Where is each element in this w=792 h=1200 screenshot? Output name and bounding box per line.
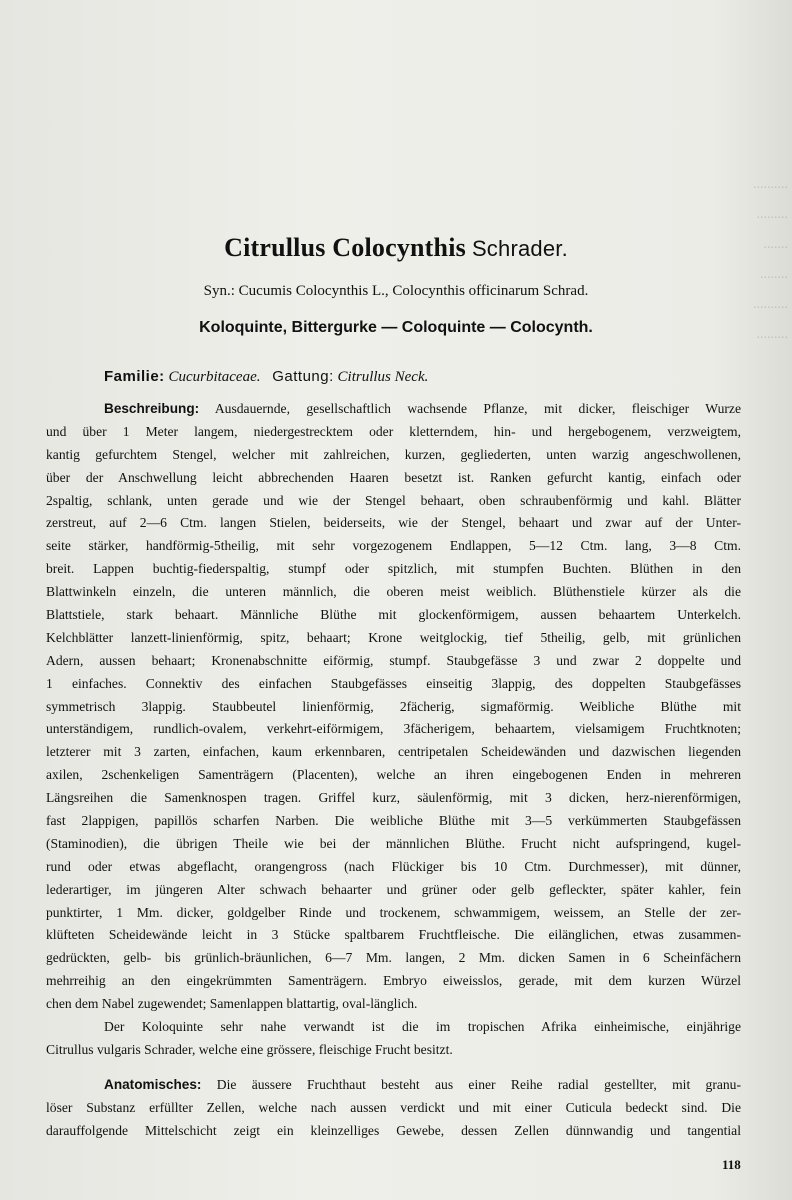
text-line: Blattstiele, stark behaart. Männliche Blüthe mit glockenförmigem, aussen behaartem Unterkelch. — [46, 607, 741, 623]
text-line: über der Anschwellung leicht abbrechenden Haaren besetzt ist. Ranken gefurcht kantig, einfach oder — [46, 469, 741, 485]
text-line: gedrückten, gelb- bis grünlich-bräunlichen, 6—7 Mm. langen, 2 Mm. dicken Samen in 6 Scheinfächern — [46, 950, 741, 966]
common-names: Koloquinte, Bittergurke — Coloquinte — Colocynth. — [199, 319, 593, 336]
genus-value: Citrullus Neck. — [337, 369, 429, 385]
text-line: löser Substanz erfüllter Zellen, welche nach aussen verdickt und mit einer Cuticula bedeckt sind. Die — [46, 1099, 741, 1115]
species-name: Citrullus Colocynthis — [224, 233, 466, 262]
text-line: Adern, aussen behaart; Kronenabschnitte eiförmig, stumpf. Staubgefässe 3 und zwar 2 doppelte und — [46, 652, 741, 668]
text-line: mehrreihig an den eingekrümmten Samenträgern. Embryo eiweisslos, gerade, mit dem kurzen Würzel — [46, 973, 741, 989]
text-line: kantig gefurchtem Stengel, welcher mit zahlreichen, kurzen, gegliederten, unten warzig angeschwollenen, — [46, 446, 741, 462]
family-value: Cucurbitaceae. — [168, 369, 261, 385]
family-label: Familie: — [104, 368, 165, 385]
genus-label: Gattung: — [272, 368, 334, 385]
text-line: 2spaltig, schlank, unten gerade und wie der Stengel behaart, oben schraubenförmig und kahl. Blätter — [46, 492, 741, 508]
anatomy-first-line: Anatomisches: Die äussere Fruchthaut besteht aus einer Reihe radial gestellter, mit granu- — [104, 1076, 741, 1092]
text-line: letzterer mit 3 zarten, einfachen, kaum erkennbaren, centripetalen Scheidewänden und dazwischen liegenden — [46, 744, 741, 760]
text-line: klüfteten Scheidewände leicht in 3 Stücke spaltbarem Fruchtfleische. Die eilänglichen, etwas zusammen- — [46, 927, 741, 943]
text-line: Längsreihen die Samenknospen tragen. Griffel kurz, säulenförmig, mit 3 dicken, herz-nierenförmigen, — [46, 790, 741, 806]
text-line: rund oder etwas abgeflacht, orangengross (nach Flückiger bis 10 Ctm. Durchmesser), mit dünner, — [46, 858, 741, 874]
family-line — [104, 368, 428, 386]
text-line: 1 einfaches. Connektiv des einfachen Staubgefässes einseitig 3lappig, des doppelten Staubgefässes — [46, 675, 741, 691]
text-line: axilen, 2schenkeligen Samenträgern (Placenten), welche an ihren eingebogenen Enden in mehreren — [46, 767, 741, 783]
note-line: Der Koloquinte sehr nahe verwandt ist die im tropischen Afrika einheimische, einjährige — [104, 1019, 741, 1035]
body-text — [46, 398, 741, 1143]
page-number: 118 — [722, 1157, 741, 1172]
text-line: Kelchblätter lanzett-linienförmig, spitz, behaart; Krone weitglockig, tief 5theilig, gelb, mit grünlichen — [46, 629, 741, 645]
text-line: chen dem Nabel zugewendet; Samenlappen blattartig, oval-länglich. — [46, 996, 418, 1012]
species-author: Schrader. — [471, 236, 568, 261]
text-line: symmetrisch 3lappig. Staubbeutel linienförmig, 2fächerig, sigmaförmig. Weibliche Blüthe mit — [46, 698, 741, 714]
note-line: Citrullus vulgaris Schrader, welche eine grössere, fleischige Frucht besitzt. — [46, 1041, 453, 1057]
description-label: Beschreibung: — [104, 401, 200, 416]
text-line: seite stärker, handförmig-5theilig, mit sehr vorgezogenem Endlappen, 5—12 Ctm. lang, 3—8 Ctm. — [46, 538, 741, 554]
synonyms: Syn.: Cucumis Colocynthis L., Colocynthis officinarum Schrad. — [203, 283, 589, 299]
show-through-text: .......... ......... ....... ........ .......... ......... — [753, 177, 788, 342]
text-line: punktirter, 1 Mm. dicker, goldgelber Rinde und trockenem, schwammigem, weissem, an Stelle der zer- — [46, 904, 741, 920]
text-line: (Staminodien), die übrigen Theile wie bei der männlichen Blüthe. Frucht nicht aufspringend, kugel- — [46, 835, 741, 851]
text-line: zerstreut, auf 2—6 Ctm. langen Stielen, beiderseits, wie der Stengel, behaart und zwar auf der Unter- — [46, 515, 741, 531]
paragraph-gap — [46, 1062, 741, 1074]
anatomy-label: Anatomisches: — [104, 1076, 202, 1092]
text-line: und über 1 Meter langem, niedergestrecktem oder kletterndem, hin- und hergebogenem, verzweigtem, — [46, 423, 741, 439]
text-line: lederartiger, im jüngeren Alter schwach behaarter und grüner oder gelb gefleckter, später kahler, fein — [46, 881, 741, 897]
text-line: darauffolgende Mittelschicht zeigt ein kleinzelliges Gewebe, dessen Zellen dünnwandig und tangential — [46, 1122, 741, 1138]
text-line: fast 2lappigen, papillös scharfen Narben. Die weibliche Blüthe mit 3—5 verkümmerten Staubgefässen — [46, 813, 741, 829]
text-line: breit. Lappen buchtig-fiederspaltig, stumpf oder spitzlich, mit stumpfen Buchten. Blüthen in den — [46, 561, 741, 577]
description-first-line: Beschreibung: Ausdauernde, gesellschaftlich wachsende Pflanze, mit dicker, fleischiger Wurze — [104, 401, 741, 416]
text-line: unterständigem, rundlich-ovalem, verkehrt-eiförmigem, 3fächerigem, behaartem, vielsamigem Fruchtknoten; — [46, 721, 741, 737]
text-line: Blattwinkeln einzeln, die unteren männlich, die oberen meist weiblich. Blüthenstiele kürzer als die — [46, 584, 741, 600]
page-title — [0, 233, 792, 263]
